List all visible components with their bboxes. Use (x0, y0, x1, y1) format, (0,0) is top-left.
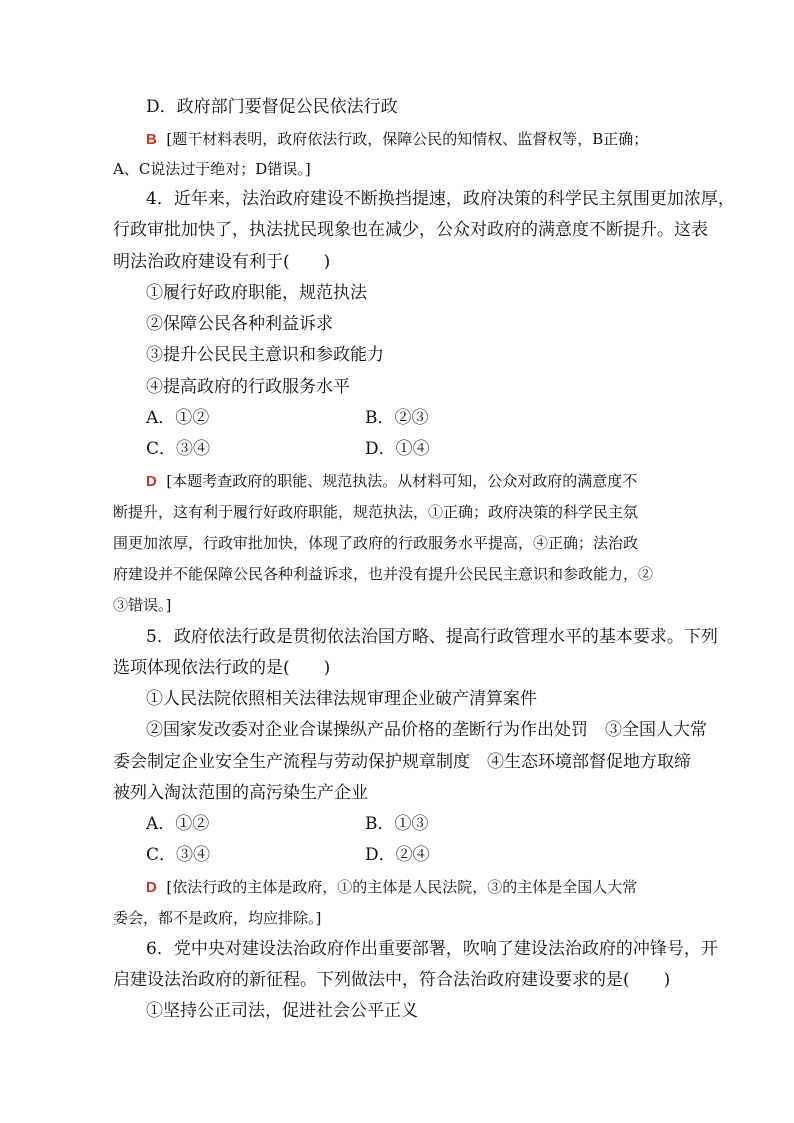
q4-explanation-1: [本题考查政府的职能、规范执法。从材料可知，公众对政府的满意度不 (166, 472, 638, 490)
q4-stem-2: 行政审批加快了，执法扰民现象也在减少，公众对政府的满意度不断提升。这表 (113, 220, 708, 240)
q4-item-2: ②保障公民各种利益诉求 (146, 314, 333, 334)
q3-answer-letter: B (146, 131, 157, 148)
q4-explanation-2: 断提升，这有利于履行好政府职能，规范执法，①正确；政府决策的科学民主氛 (113, 503, 639, 521)
q5-option-c: C．③④ (146, 845, 211, 865)
q5-answer-line (146, 876, 637, 899)
q3-option-d: D．政府部门要督促公民依法行政 (146, 97, 398, 117)
q4-option-d: D．①④ (365, 439, 430, 459)
q6-item-1: ①坚持公正司法，促进社会公平正义 (146, 1001, 418, 1021)
q5-option-a: A．①② (146, 814, 210, 834)
q5-answer-letter: D (146, 879, 157, 896)
q5-explanation-2: 委会，都不是政府，均应排除。] (113, 909, 322, 927)
q5-option-d: D．②④ (365, 845, 430, 865)
q4-explanation-5: ③错误。] (113, 596, 172, 614)
q4-option-a: A．①② (146, 408, 210, 428)
q3-answer-line (146, 128, 648, 151)
q5-item-line-3: 委会制定企业安全生产流程与劳动保护规章制度 ④生态环境部督促地方取缔 (113, 752, 691, 772)
q6-stem-1: 6．党中央对建设法治政府作出重要部署，吹响了建设法治政府的冲锋号，开 (146, 939, 718, 959)
q4-stem-3: 明法治政府建设有利于( ) (113, 252, 331, 272)
q5-option-b: B．①③ (365, 814, 429, 834)
q4-item-3: ③提升公民民主意识和参政能力 (146, 345, 384, 365)
q4-option-b: B．②③ (365, 408, 429, 428)
q5-stem-1: 5．政府依法行政是贯彻依法治国方略、提高行政管理水平的基本要求。下列 (146, 627, 718, 647)
q3-explanation-2: A、C说法过于绝对；D错误。] (113, 160, 311, 178)
q4-answer-letter: D (146, 473, 157, 490)
q5-item-1: ①人民法院依照相关法律法规审理企业破产清算案件 (146, 689, 537, 709)
q6-stem-2: 启建设法治政府的新征程。下列做法中，符合法治政府建设要求的是( ) (113, 970, 671, 990)
q4-explanation-4: 府建设并不能保障公民各种利益诉求，也并没有提升公民民主意识和参政能力，② (113, 565, 654, 583)
q5-stem-2: 选项体现依法行政的是( ) (113, 658, 331, 678)
q4-option-c: C．③④ (146, 439, 211, 459)
q4-answer-line (146, 470, 637, 493)
q5-explanation-1: [依法行政的主体是政府，①的主体是人民法院，③的主体是全国人大常 (166, 878, 638, 896)
q5-item-line-4: 被列入淘汰范围的高污染生产企业 (113, 783, 368, 803)
q4-explanation-3: 围更加浓厚，行政审批加快，体现了政府的行政服务水平提高，④正确；法治政 (113, 534, 639, 552)
q3-explanation-1: [题干材料表明，政府依法行政，保障公民的知情权、监督权等，B正确； (166, 130, 649, 148)
q5-item-line-2: ②国家发改委对企业合谋操纵产品价格的垄断行为作出处罚 ③全国人大常 (146, 720, 707, 740)
q4-stem-1: 4．近年来，法治政府建设不断换挡提速，政府决策的科学民主氛围更加浓厚， (146, 189, 735, 209)
q4-item-1: ①履行好政府职能，规范执法 (146, 283, 367, 303)
q4-item-4: ④提高政府的行政服务水平 (146, 377, 350, 397)
